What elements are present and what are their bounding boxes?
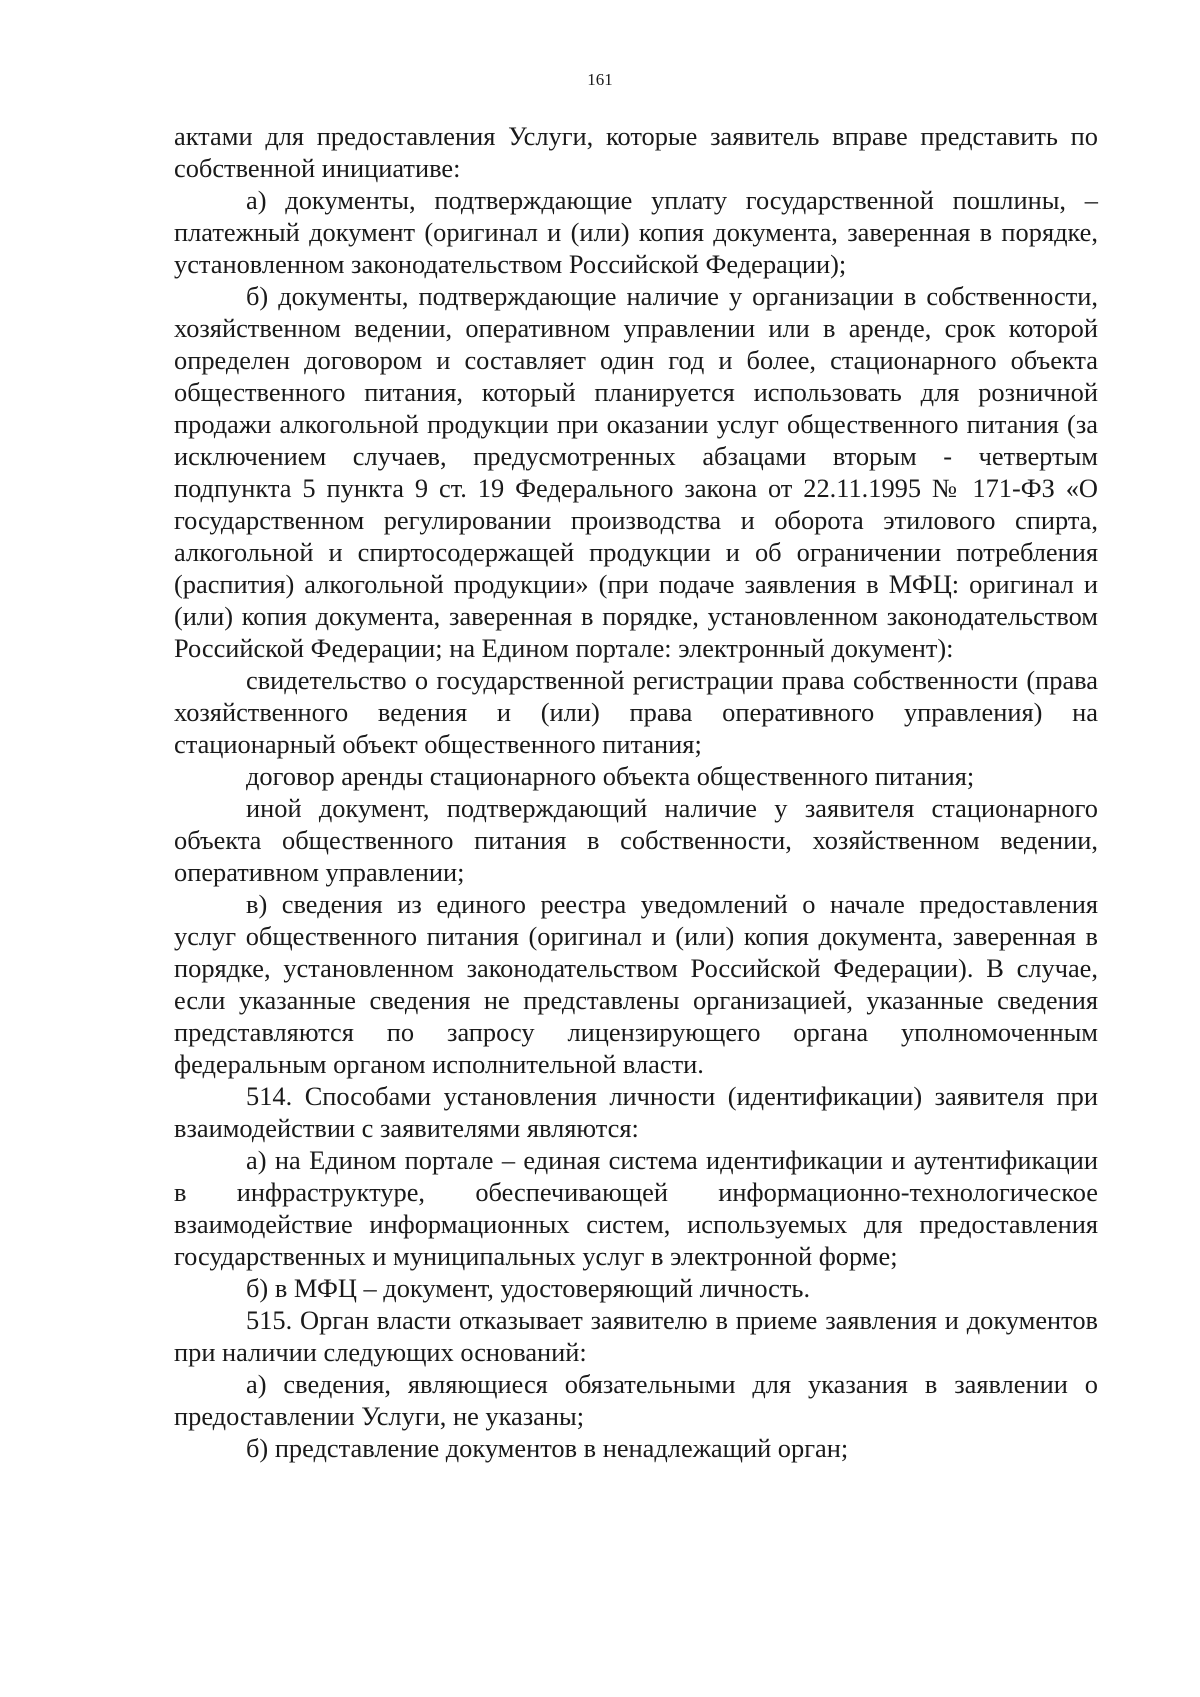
paragraph-other-document: иной документ, подтверждающий наличие у заявителя стационарного объекта общественного питания в собственности, хозяйственном ведении, оперативном управлении; (174, 793, 1098, 887)
document-body (174, 120, 1098, 1464)
paragraph-514-item-b-mfc: б) в МФЦ – документ, удостоверяющий личность. (246, 1273, 811, 1303)
paragraph-ownership-certificate: свидетельство о государственной регистрации права собственности (права хозяйственного ведения и (или) права оперативного управления) на стационарный объект общественного питания; (174, 665, 1098, 759)
paragraph-item-a-fee-documents: а) документы, подтверждающие уплату государственной пошлины, – платежный документ (оригинал и (или) копия документа, заверенная в порядке, установленном законодательством Российской Федерации); (174, 185, 1098, 279)
paragraph-515-item-a: а) сведения, являющиеся обязательными для указания в заявлении о предоставлении Услуги, не указаны; (174, 1369, 1098, 1431)
paragraph-515-refusal: 515. Орган власти отказывает заявителю в приеме заявления и документов при наличии следующих оснований: (174, 1305, 1098, 1367)
paragraph-514-identification: 514. Способами установления личности (идентификации) заявителя при взаимодействии с заявителями являются: (174, 1081, 1098, 1143)
paragraph-514-item-a-portal: а) на Едином портале – единая система идентификации и аутентификации в инфраструктуре, обеспечивающей информационно-технологическое взаимодействие информационных систем, используемых для предоставления государственных и муниципальных услуг в электронной форме; (174, 1145, 1098, 1271)
paragraph-lease-agreement: договор аренды стационарного объекта общественного питания; (246, 761, 975, 791)
paragraph-515-item-b: б) представление документов в ненадлежащий орган; (246, 1433, 849, 1463)
paragraph-item-b-facility-documents: б) документы, подтверждающие наличие у организации в собственности, хозяйственном ведении, оперативном управлении или в аренде, срок которой определен договором и составляет один год и более, стационарного объекта общественного питания, который планируется использовать для розничной продажи алкогольной продукции при оказании услуг общественного питания (за исключением случаев, предусмотренных абзацами вторым - четвертым подпункта 5 пункта 9 ст. 19 Федерального закона от 22.11.1995 № 171-ФЗ «О государственном регулировании производства и оборота этилового спирта, алкогольной и спиртосодержащей продукции и об ограничении потребления (распития) алкогольной продукции» (при подаче заявления в МФЦ: оригинал и (или) копия документа, заверенная в порядке, установленном законодательством Российской Федерации; на Едином портале: электронный документ): (174, 281, 1098, 663)
paragraph-continuation: актами для предоставления Услуги, которые заявитель вправе представить по собственной инициативе: (174, 121, 1098, 183)
paragraph-item-c-registry-info: в) сведения из единого реестра уведомлений о начале предоставления услуг общественного питания (оригинал и (или) копия документа, заверенная в порядке, установленном законодательством Российской Федерации). В случае, если указанные сведения не представлены организацией, указанные сведения представляются по запросу лицензирующего органа уполномоченным федеральным органом исполнительной власти. (174, 889, 1098, 1079)
page-number: 161 (587, 70, 613, 89)
